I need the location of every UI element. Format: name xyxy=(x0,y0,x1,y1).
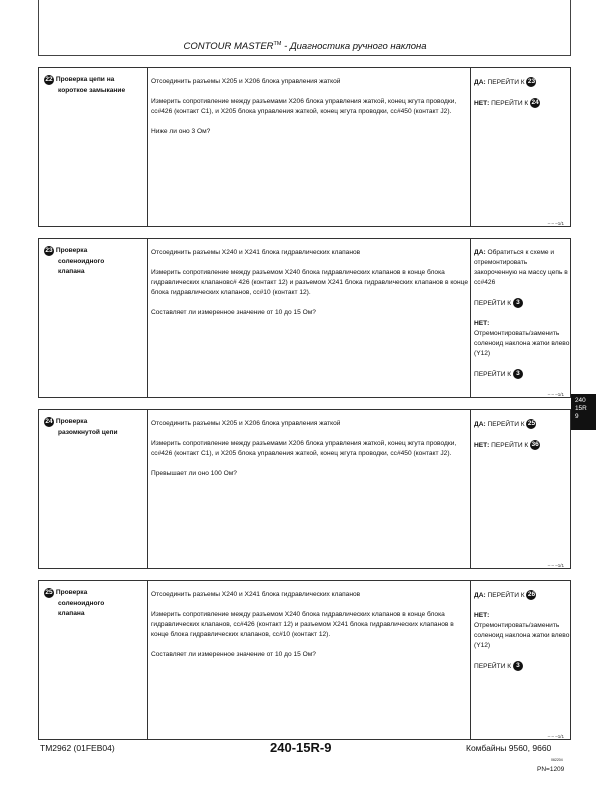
top-right-rule xyxy=(570,0,571,55)
step-outcomes xyxy=(474,77,570,119)
step-instructions xyxy=(151,419,473,489)
step-title xyxy=(44,75,125,96)
column-divider xyxy=(147,68,148,226)
yes-text: ПЕРЕЙТИ К xyxy=(487,591,525,599)
header-underline xyxy=(38,55,571,56)
continuation-mark: – – –1/1 xyxy=(547,392,564,397)
top-left-rule xyxy=(38,0,39,55)
no-text: Отремонтировать/заменить соленоид наклона жатки влево (Y12) xyxy=(474,621,570,649)
step-outcomes xyxy=(474,419,570,461)
yes-outcome xyxy=(474,77,570,88)
instruction-question: Составляет ли измеренное значение от 10 до 15 Ом? xyxy=(151,309,316,316)
step-outcomes xyxy=(474,590,570,682)
step-number-badge: 24 xyxy=(45,418,53,425)
no-text: ПЕРЕЙТИ К xyxy=(491,99,529,107)
step-title-line: соленоидного xyxy=(58,599,105,607)
yes-label: ДА: xyxy=(474,591,486,599)
yes-outcome xyxy=(474,590,570,601)
header-title-rest: - Диагностика ручного наклона xyxy=(281,41,427,53)
footer-pn: PN=1209 xyxy=(537,766,565,773)
section-tab xyxy=(571,394,596,430)
step-instructions xyxy=(151,590,473,670)
page-header xyxy=(40,41,570,52)
column-divider xyxy=(147,239,148,397)
no-label: НЕТ: xyxy=(474,319,490,327)
yes-label: ДА: xyxy=(474,249,486,256)
instruction-text: Измерить сопротивление между разъемами X206 блока управления жаткой, конец жгута проводки, cc#426 (контакт C1), и X205 блока управления жаткой, конец жгута проводки, cc#450 (контакт J2). xyxy=(151,98,457,115)
instruction-text: Измерить сопротивление между разъемами X206 блока управления жаткой, конец жгута проводки, cc#426 (контакт C1), и X205 блока управления жаткой, конец жгута проводки, cc#450 (контакт J2). xyxy=(151,440,457,457)
instruction-text: Измерить сопротивление между разъемом X240 блока гидравлических клапанов в конце блока гидравлических клапанов, cc#426 (контакт 12) и разъемом X241 блока гидравлических клапанов в конце блока гидравлических клапанов, cc#10 (контакт 12). xyxy=(151,611,454,638)
instruction-question: Превышает ли оно 100 Ом? xyxy=(151,470,237,477)
goto-step-badge[interactable]: 3 xyxy=(513,661,523,671)
no-text: Отремонтировать/заменить соленоид наклона жатки влево (Y12) xyxy=(474,329,570,357)
goto-step-badge[interactable]: 36 xyxy=(531,440,539,448)
continuation-mark: – – –1/1 xyxy=(547,221,564,226)
step-title xyxy=(44,246,104,277)
instruction-question: Ниже ли оно 3 Ом? xyxy=(151,128,211,135)
yes-outcome xyxy=(474,419,570,430)
instruction-text: Измерить сопротивление между разъемом X240 блока гидравлических клапанов в конце блока гидравлических клапановс# 426 (контакт 12) и разъемом X241 блока гидравлических клапанов в конце блока гидравлических клапанов, cc#10 (контакт 12). xyxy=(151,269,468,296)
no-outcome xyxy=(474,440,570,451)
step-title xyxy=(44,417,118,438)
yes-text: ПЕРЕЙТИ К xyxy=(487,78,525,86)
step-instructions xyxy=(151,248,473,328)
goto-step-badge[interactable]: 3 xyxy=(513,298,523,308)
instruction-text: Отсоединить разъемы X205 и X206 блока управления жаткой xyxy=(151,78,341,85)
step-title-line: Проверка xyxy=(55,589,88,596)
instruction-text: Отсоединить разъемы X240 и X241 блока гидравлических клапанов xyxy=(151,591,361,598)
no-goto-text: ПЕРЕЙТИ К xyxy=(474,370,512,378)
header-title-main: CONTOUR MASTER xyxy=(183,41,274,53)
step-title-line: короткое замыкание xyxy=(58,86,126,94)
footer-manual-id: TM2962 (01FEB04) xyxy=(40,743,115,753)
yes-goto-text: ПЕРЕЙТИ К xyxy=(474,299,512,307)
step-title-line: клапана xyxy=(58,609,85,617)
goto-step-badge[interactable]: 23 xyxy=(527,78,536,85)
no-goto xyxy=(474,369,570,380)
goto-step-badge[interactable]: 24 xyxy=(531,98,539,106)
step-number-badge: 25 xyxy=(45,589,53,596)
no-label: НЕТ: xyxy=(474,611,490,619)
yes-goto xyxy=(474,298,570,309)
step-title-line: соленоидного xyxy=(58,257,105,265)
step-block-25 xyxy=(38,580,571,740)
footer-product: Комбайны 9560, 9660 xyxy=(466,743,552,753)
instruction-question: Составляет ли измеренное значение от 10 до 15 Ом? xyxy=(151,651,316,658)
step-title-line: клапана xyxy=(58,267,85,275)
step-title-line: Проверка xyxy=(55,247,88,254)
step-outcomes xyxy=(474,248,570,390)
instruction-text: Отсоединить разъемы X240 и X241 блока гидравлических клапанов xyxy=(151,249,361,256)
section-tab-line: 15R xyxy=(575,405,587,412)
yes-text: Обратиться к схеме и отремонтировать закороченную на массу цепь в cc#426 xyxy=(474,249,568,286)
step-title-line: Проверка цепи на xyxy=(55,76,115,83)
no-label: НЕТ: xyxy=(474,99,490,107)
footer-page-number: 240-15R-9 xyxy=(270,740,332,755)
trademark-mark: TM xyxy=(273,41,282,47)
step-number-badge: 22 xyxy=(45,76,53,83)
footer-date-code: 062204 xyxy=(551,758,563,762)
no-goto-text: ПЕРЕЙТИ К xyxy=(474,662,512,670)
column-divider xyxy=(147,581,148,739)
yes-outcome xyxy=(474,248,570,288)
section-tab-line: 240 xyxy=(575,397,586,404)
step-number-badge: 23 xyxy=(45,247,53,254)
step-block-24 xyxy=(38,409,571,569)
no-outcome xyxy=(474,611,570,621)
no-goto xyxy=(474,661,570,672)
step-title-line: разомкнутой цепи xyxy=(58,428,118,436)
yes-label: ДА: xyxy=(474,420,486,428)
no-text: ПЕРЕЙТИ К xyxy=(491,441,529,449)
step-title-line: Проверка xyxy=(55,418,88,425)
no-outcome xyxy=(474,319,570,329)
continuation-mark: – – –1/1 xyxy=(547,563,564,568)
no-outcome xyxy=(474,98,570,109)
goto-step-badge[interactable]: 26 xyxy=(527,591,536,598)
step-block-22 xyxy=(38,67,571,227)
goto-step-badge[interactable]: 25 xyxy=(527,420,536,427)
instruction-text: Отсоединить разъемы X205 и X206 блока управления жаткой xyxy=(151,420,341,427)
continuation-mark: – – –1/1 xyxy=(547,734,564,739)
section-tab-line: 9 xyxy=(575,413,579,420)
step-instructions xyxy=(151,77,473,147)
no-label: НЕТ: xyxy=(474,441,490,449)
yes-text: ПЕРЕЙТИ К xyxy=(487,420,525,428)
step-title xyxy=(44,588,104,619)
step-block-23 xyxy=(38,238,571,398)
goto-step-badge[interactable]: 3 xyxy=(513,369,523,379)
yes-label: ДА: xyxy=(474,78,486,86)
column-divider xyxy=(147,410,148,568)
